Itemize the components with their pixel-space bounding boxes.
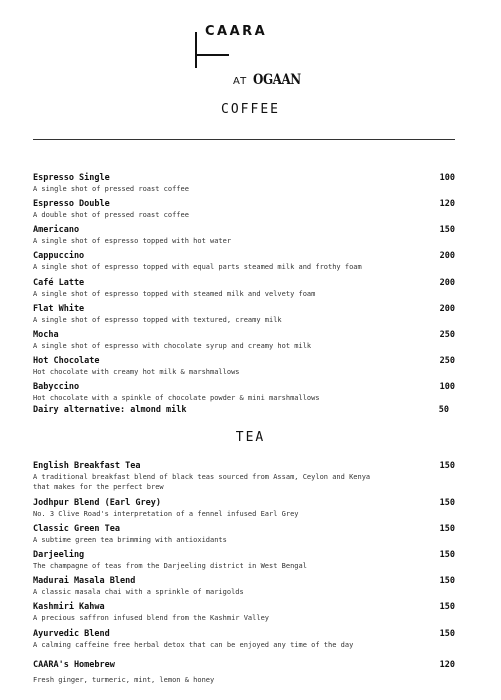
menu-item: [33, 629, 455, 650]
item-price: 250: [439, 356, 455, 366]
item-price: 150: [439, 225, 455, 235]
logo-brand-text: CAARA: [205, 24, 268, 39]
item-price: 250: [439, 330, 455, 340]
item-description: A single shot of espresso topped with hot water: [33, 237, 232, 245]
menu-item: [33, 173, 455, 194]
item-description: A single shot of espresso topped with textured, creamy milk: [33, 316, 282, 324]
item-price: 150: [439, 498, 455, 508]
menu-item: [33, 550, 455, 571]
menu-item: [33, 330, 455, 351]
menu-item: [33, 660, 455, 685]
item-name: English Breakfast Tea: [33, 461, 141, 471]
item-price: 150: [439, 461, 455, 471]
item-price: 50: [438, 405, 449, 415]
item-name: Mocha: [33, 330, 59, 340]
item-price: 120: [439, 660, 455, 670]
item-description: The champagne of teas from the Darjeeling district in West Bengal: [33, 562, 307, 570]
item-name: Darjeeling: [33, 550, 85, 560]
item-price: 200: [439, 278, 455, 288]
item-price: 100: [439, 173, 455, 183]
item-price: 200: [439, 304, 455, 314]
item-name: Classic Green Tea: [33, 524, 120, 534]
item-price: 150: [439, 524, 455, 534]
menu-item: [33, 278, 455, 299]
item-description: A calming caffeine free herbal detox that can be enjoyed any time of the day: [33, 641, 354, 649]
menu-item: [33, 304, 455, 325]
menu-item: [33, 356, 455, 377]
menu-item: [33, 524, 455, 545]
item-description: A precious saffron infused blend from the Kashmir Valley: [33, 614, 270, 622]
menu-item: [33, 602, 455, 623]
menu-item: [33, 382, 455, 403]
item-name: Americano: [33, 225, 80, 235]
item-price: 150: [439, 576, 455, 586]
item-price: 200: [439, 251, 455, 261]
item-description: No. 3 Clive Road's interpretation of a fennel infused Earl Grey: [33, 510, 299, 518]
item-name: Cappuccino: [33, 251, 85, 261]
item-description: Fresh ginger, turmeric, mint, lemon & honey: [33, 676, 215, 684]
item-description: A subtime green tea brimming with antioxidants: [33, 536, 227, 544]
item-price: 120: [439, 199, 455, 209]
menu-item: [33, 199, 455, 220]
item-description: A single shot of pressed roast coffee: [33, 185, 189, 193]
item-name: Espresso Double: [33, 199, 110, 209]
coffee-section-title: COFFEE: [221, 102, 280, 117]
item-description: A single shot of espresso topped with steamed milk and velvety foam: [33, 290, 316, 298]
item-name: Café Latte: [33, 278, 85, 288]
item-price: 150: [439, 629, 455, 639]
item-description: Hot chocolate with creamy hot milk & marshmallows: [33, 368, 240, 376]
section-divider: [33, 139, 455, 140]
menu-item: [33, 405, 455, 416]
item-name: Flat White: [33, 304, 85, 314]
item-description: A classic masala chai with a sprinkle of marigolds: [33, 588, 244, 596]
item-name: Hot Chocolate: [33, 356, 100, 366]
item-name: Kashmiri Kahwa: [33, 602, 105, 612]
item-price: 100: [439, 382, 455, 392]
item-name: Ayurvedic Blend: [33, 629, 110, 639]
item-name: Madurai Masala Blend: [33, 576, 136, 586]
menu-item: [33, 225, 455, 246]
menu-item: [33, 576, 455, 597]
logo-bracket-horizontal: [195, 54, 229, 56]
menu-item: [33, 461, 455, 492]
logo-partner-text: OGAAN: [253, 72, 301, 88]
menu-item: [33, 498, 455, 519]
item-name: Jodhpur Blend (Earl Grey): [33, 498, 161, 508]
item-name: Dairy alternative: almond milk: [33, 405, 187, 415]
item-price: 150: [439, 602, 455, 612]
logo-connector-text: AT: [233, 76, 248, 87]
brand-logo: [195, 22, 301, 88]
item-name: Babyccino: [33, 382, 80, 392]
logo-bracket-vertical: [195, 32, 197, 68]
item-name: CAARA's Homebrew: [33, 660, 115, 670]
item-price: 150: [439, 550, 455, 560]
menu-item: [33, 251, 455, 272]
item-description: A double shot of pressed roast coffee: [33, 211, 189, 219]
tea-section-title: TEA: [235, 430, 266, 445]
item-description: A single shot of espresso with chocolate syrup and creamy hot milk: [33, 342, 312, 350]
item-description: A traditional breakfast blend of black teas sourced from Assam, Ceylon and Kenya that makes for the perfect brew: [33, 473, 371, 491]
item-name: Espresso Single: [33, 173, 110, 183]
item-description: A single shot of espresso topped with equal parts steamed milk and frothy foam: [33, 263, 362, 271]
item-description: Hot chocolate with a spinkle of chocolate powder & mini marshmallows: [33, 394, 320, 402]
